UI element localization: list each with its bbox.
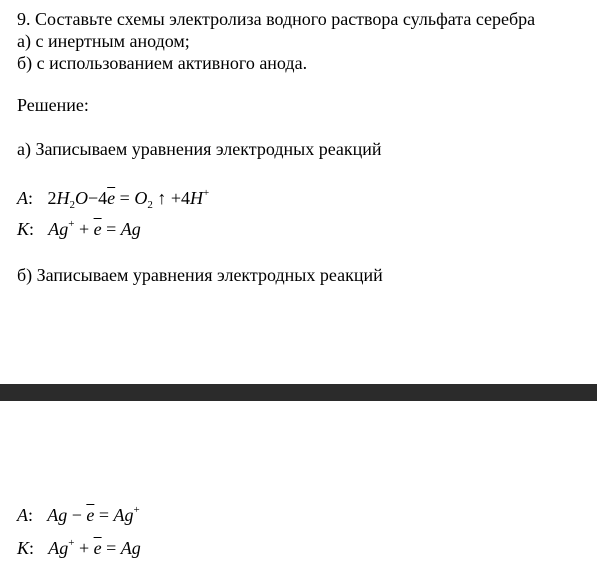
equation-b-anode: A: $Ag - \overline{e} = Ag^+$ (17, 504, 140, 525)
problem-item-a: а) с инертным анодом; (17, 31, 190, 51)
solution-heading: Решение: (17, 95, 89, 115)
cathode-label: K (17, 538, 30, 558)
problem-title: 9. Составьте схемы электролиза водного раствора сульфата серебра (17, 9, 536, 29)
part-a-heading: а) Записываем уравнения электродных реакций (17, 139, 382, 159)
equation-a-anode: A: $2H_2O-4\overline{e} = O_2$ ↑ +4H+ (17, 187, 210, 211)
cathode-equation: $Ag^+ + \overline{e} = Ag$ (48, 537, 141, 558)
equation-a-cathode: K: $Ag^+ + \overline{e} = Ag$ (17, 218, 141, 239)
anode-equation: $2H_2O-4\overline{e} = O_2$ ↑ +4H+ (47, 187, 210, 211)
equation-b-cathode: K: $Ag^+ + \overline{e} = Ag$ (17, 537, 141, 558)
part-b-heading: б) Записываем уравнения электродных реакций (17, 265, 383, 285)
anode-label: A (17, 505, 28, 525)
page-divider (0, 384, 597, 401)
cathode-equation: $Ag^+ + \overline{e} = Ag$ (48, 218, 141, 239)
problem-item-b: б) с использованием активного анода. (17, 53, 308, 73)
anode-label: A (17, 188, 28, 208)
anode-equation: $Ag - \overline{e} = Ag^+$ (47, 504, 140, 525)
cathode-label: K (17, 219, 30, 239)
